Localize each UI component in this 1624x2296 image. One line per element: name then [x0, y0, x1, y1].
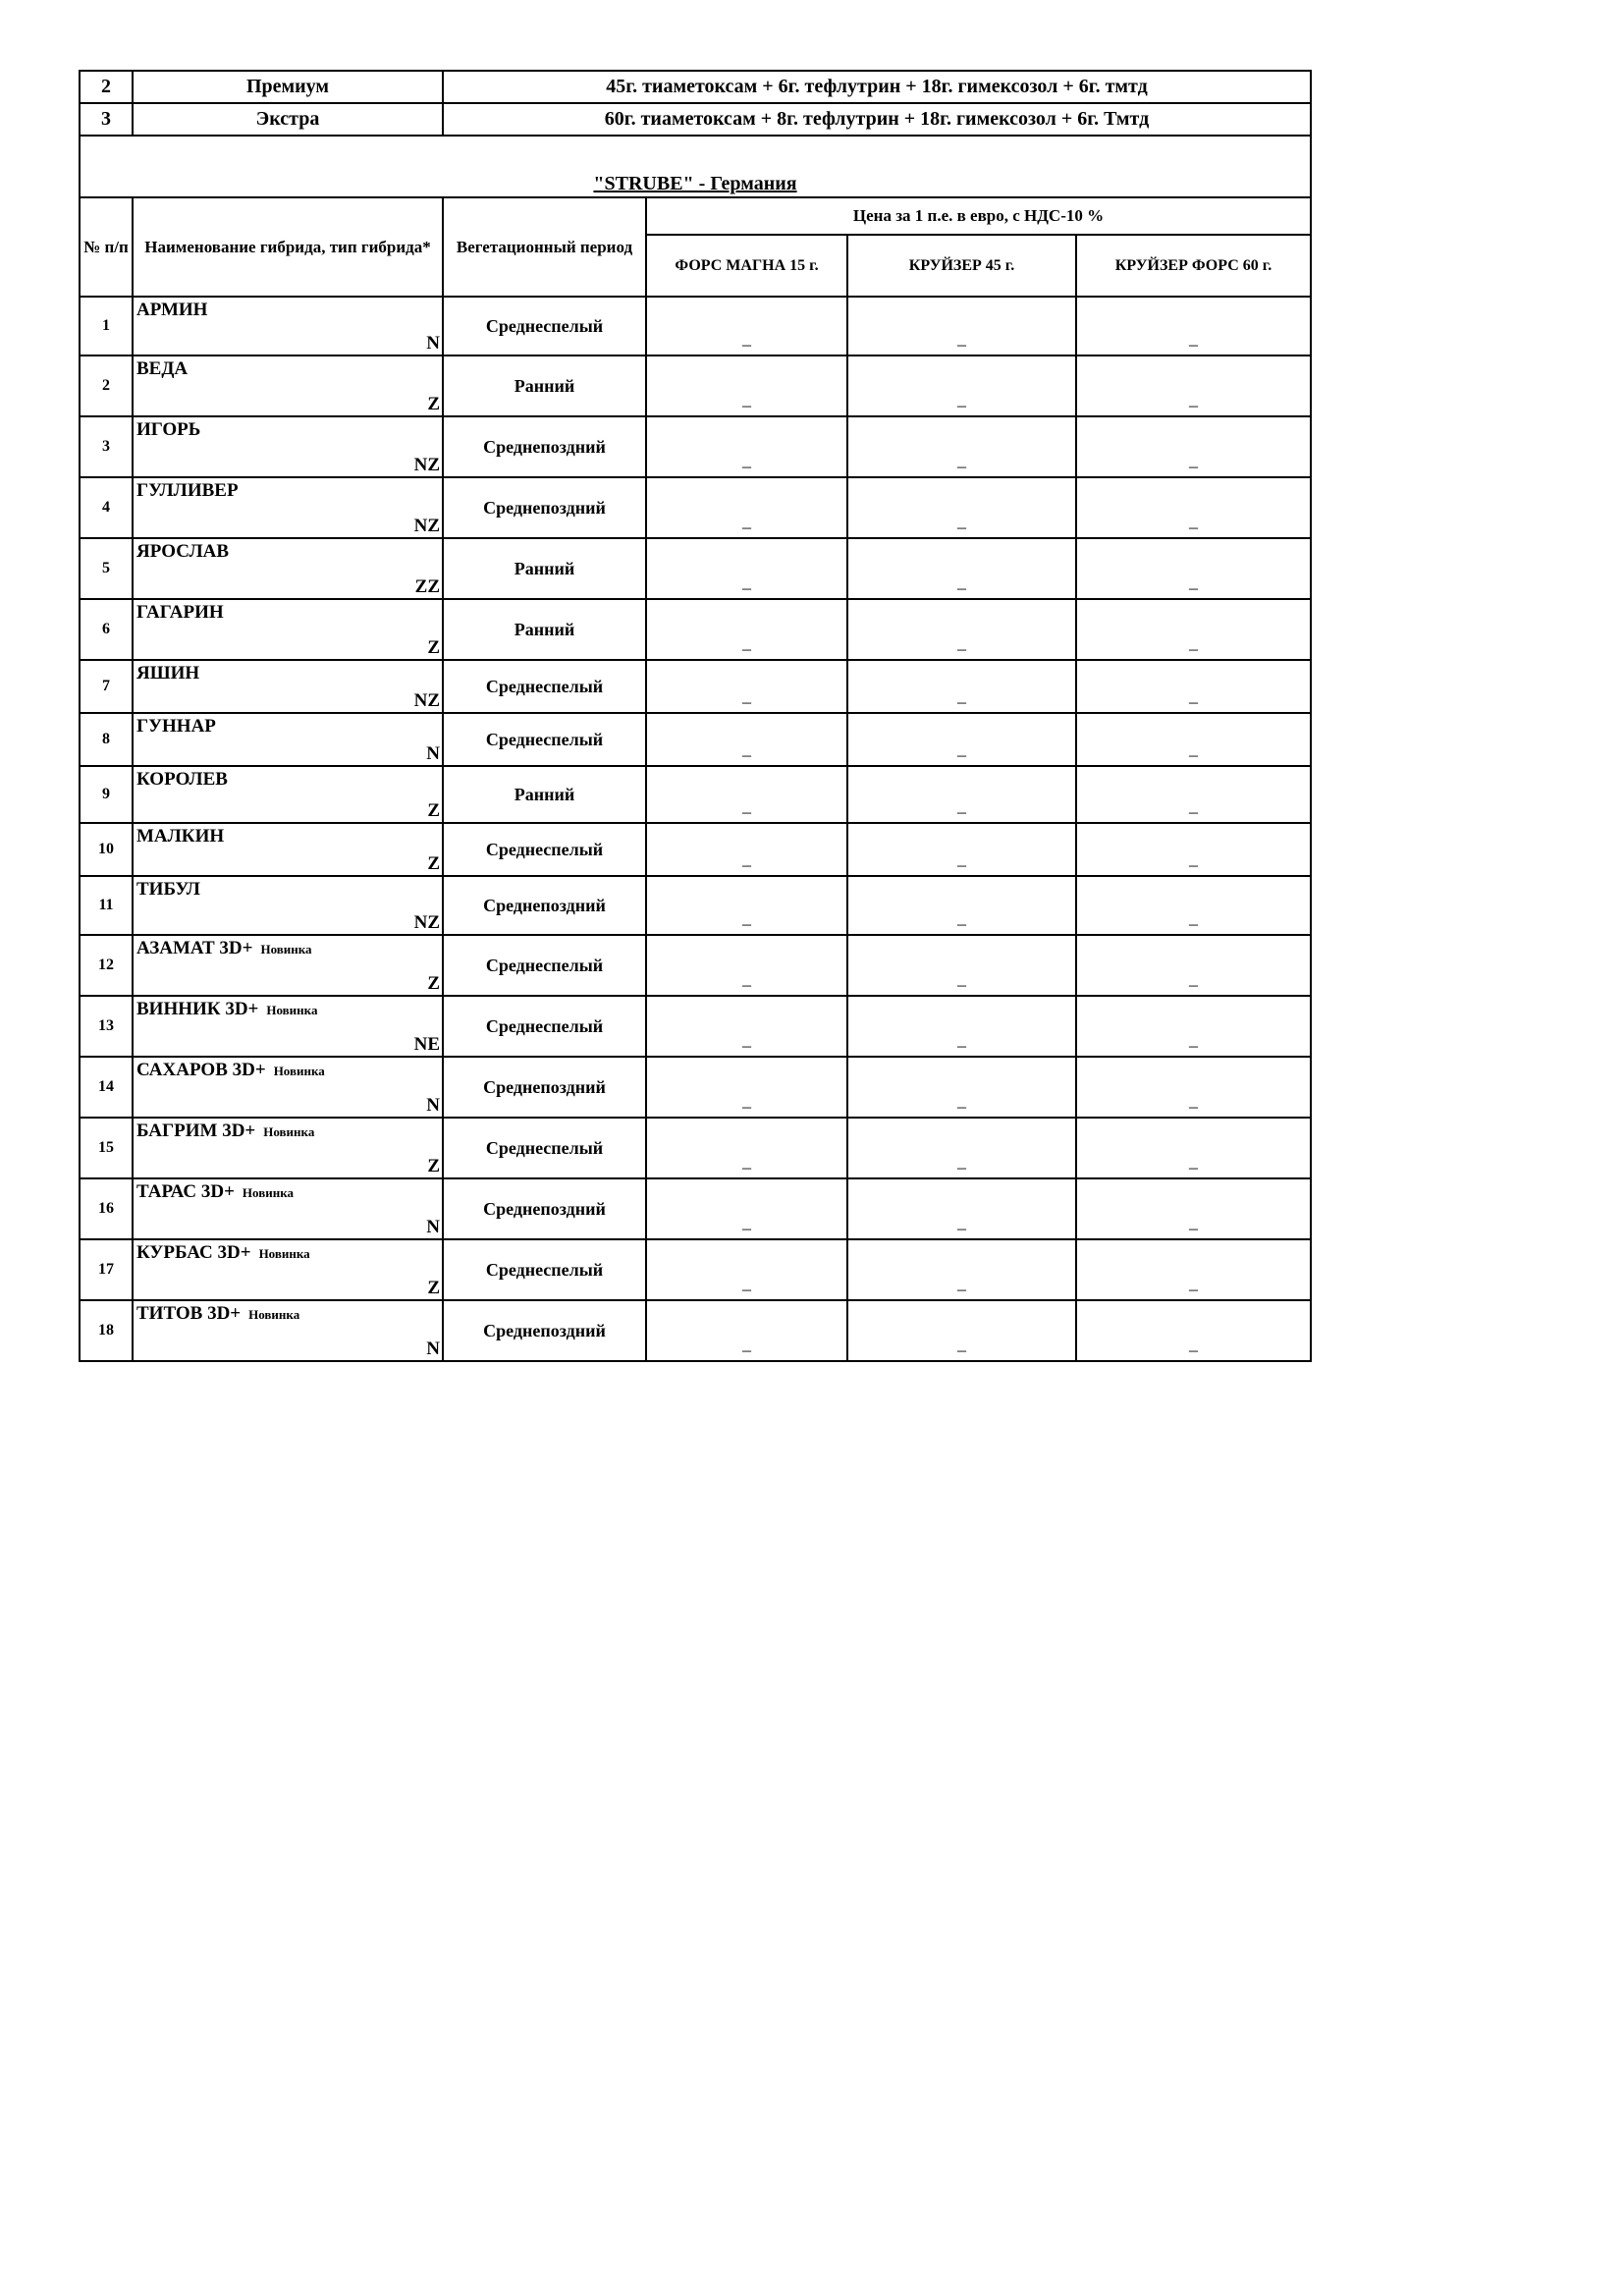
row-num: 6	[80, 599, 133, 660]
hybrid-name-wrap	[134, 661, 442, 712]
new-badge: Новинка	[266, 1003, 318, 1017]
hybrid-name-wrap	[134, 417, 442, 476]
hybrid-name-wrap	[134, 877, 442, 934]
hybrid-name-wrap	[134, 478, 442, 537]
price-forse-magna: _	[646, 1057, 847, 1118]
vegetation-period: Ранний	[443, 766, 646, 823]
treatment-num: 2	[80, 71, 133, 103]
hybrid-name-cell	[133, 416, 443, 477]
hybrid-name	[136, 300, 207, 321]
hybrid-name-cell	[133, 477, 443, 538]
table-row	[80, 766, 1311, 823]
price-cruiser-force-60: _	[1076, 1178, 1311, 1239]
table-row	[80, 823, 1311, 876]
table-row	[80, 1178, 1311, 1239]
hybrid-name-text: ВИННИК 3D+	[136, 999, 259, 1019]
hybrid-name-text: КОРОЛЕВ	[136, 769, 228, 790]
hybrid-name-text: ИГОРЬ	[136, 419, 201, 440]
hybrid-name-text: ЯРОСЛАВ	[136, 541, 230, 562]
vegetation-period: Среднеспелый	[443, 713, 646, 766]
hybrid-name-cell	[133, 713, 443, 766]
table-row	[80, 599, 1311, 660]
hybrid-name-cell	[133, 766, 443, 823]
row-num: 5	[80, 538, 133, 599]
hybrid-name	[136, 769, 228, 791]
hybrid-name	[136, 602, 224, 624]
header-cruiser-45: КРУЙЗЕР 45 г.	[847, 235, 1076, 297]
hybrid-name	[136, 1060, 325, 1081]
price-forse-magna: _	[646, 1118, 847, 1178]
price-cruiser-force-60: _	[1076, 1239, 1311, 1300]
row-num: 4	[80, 477, 133, 538]
hybrid-type: Z	[427, 853, 440, 874]
price-forse-magna: _	[646, 477, 847, 538]
hybrid-name-cell	[133, 1300, 443, 1361]
hybrid-name	[136, 1242, 310, 1264]
hybrid-name	[136, 879, 200, 901]
row-num: 7	[80, 660, 133, 713]
row-num: 13	[80, 996, 133, 1057]
header-forse-magna: ФОРС МАГНА 15 г.	[646, 235, 847, 297]
table-row	[80, 1057, 1311, 1118]
header-num: № п/п	[80, 197, 133, 297]
hybrid-name-text: БАГРИМ 3D+	[136, 1121, 256, 1141]
price-cruiser-force-60: _	[1076, 823, 1311, 876]
table-row	[80, 876, 1311, 935]
header-cruiser-force-60: КРУЙЗЕР ФОРС 60 г.	[1076, 235, 1311, 297]
new-badge: Новинка	[258, 1246, 310, 1261]
price-forse-magna: _	[646, 297, 847, 355]
treatment-name: Экстра	[133, 103, 443, 136]
price-sheet	[79, 70, 1310, 1362]
price-forse-magna: _	[646, 1178, 847, 1239]
price-forse-magna: _	[646, 1239, 847, 1300]
hybrid-type: NZ	[413, 455, 440, 475]
hybrid-name-text: ГАГАРИН	[136, 602, 224, 623]
hybrid-name-cell	[133, 1178, 443, 1239]
vegetation-period: Среднепоздний	[443, 416, 646, 477]
hybrid-name	[136, 419, 200, 441]
hybrid-name-wrap	[134, 600, 442, 659]
price-cruiser-force-60: _	[1076, 766, 1311, 823]
hybrid-name-wrap	[134, 1119, 442, 1177]
table-row	[80, 1118, 1311, 1178]
price-cruiser-force-60: _	[1076, 713, 1311, 766]
row-num: 2	[80, 355, 133, 416]
hybrid-type: Z	[427, 800, 440, 821]
price-cruiser-45: _	[847, 538, 1076, 599]
price-cruiser-45: _	[847, 935, 1076, 996]
hybrid-name-text: АЗАМАТ 3D+	[136, 938, 253, 958]
hybrid-name-cell	[133, 1239, 443, 1300]
hybrid-type: N	[426, 333, 440, 354]
hybrid-type: NE	[413, 1034, 440, 1055]
row-num: 3	[80, 416, 133, 477]
hybrid-name-text: МАЛКИН	[136, 826, 225, 847]
price-forse-magna: _	[646, 876, 847, 935]
price-forse-magna: _	[646, 935, 847, 996]
hybrid-type: N	[426, 1339, 440, 1359]
hybrid-name	[136, 999, 317, 1020]
vegetation-period: Ранний	[443, 599, 646, 660]
table-row	[80, 416, 1311, 477]
price-cruiser-45: _	[847, 599, 1076, 660]
price-cruiser-45: _	[847, 1057, 1076, 1118]
price-forse-magna: _	[646, 1300, 847, 1361]
hybrid-name-text: ТИТОВ 3D+	[136, 1303, 242, 1324]
vegetation-period: Среднепоздний	[443, 1178, 646, 1239]
price-forse-magna: _	[646, 823, 847, 876]
price-cruiser-force-60: _	[1076, 996, 1311, 1057]
hybrid-name-wrap	[134, 1301, 442, 1360]
price-cruiser-45: _	[847, 1239, 1076, 1300]
row-num: 18	[80, 1300, 133, 1361]
hybrid-name-text: ЯШИН	[136, 663, 200, 683]
hybrid-type: NZ	[413, 516, 440, 536]
price-cruiser-force-60: _	[1076, 538, 1311, 599]
hybrid-type: NZ	[413, 690, 440, 711]
section-title: "STRUBE" - Германия	[593, 173, 797, 194]
hybrid-name-cell	[133, 876, 443, 935]
header-name: Наименование гибрида, тип гибрида*	[133, 197, 443, 297]
price-cruiser-force-60: _	[1076, 297, 1311, 355]
hybrid-name-wrap	[134, 1058, 442, 1117]
hybrid-type: Z	[427, 1278, 440, 1298]
price-cruiser-45: _	[847, 823, 1076, 876]
treatment-row	[80, 103, 1311, 136]
new-badge: Новинка	[263, 1124, 315, 1139]
hybrid-name-wrap	[134, 936, 442, 995]
new-badge: Новинка	[273, 1064, 325, 1078]
hybrid-type: N	[426, 1095, 440, 1116]
row-num: 15	[80, 1118, 133, 1178]
hybrid-name-wrap	[134, 1179, 442, 1238]
hybrid-name-text: САХАРОВ 3D+	[136, 1060, 266, 1080]
hybrid-name	[136, 480, 239, 502]
price-cruiser-force-60: _	[1076, 355, 1311, 416]
price-cruiser-45: _	[847, 766, 1076, 823]
price-cruiser-45: _	[847, 713, 1076, 766]
vegetation-period: Среднепоздний	[443, 1300, 646, 1361]
hybrid-name-cell	[133, 935, 443, 996]
hybrid-name-text: ГУЛЛИВЕР	[136, 480, 239, 501]
vegetation-period: Ранний	[443, 538, 646, 599]
price-cruiser-45: _	[847, 996, 1076, 1057]
header-price: Цена за 1 п.е. в евро, с НДС-10 %	[646, 197, 1311, 235]
hybrid-name-cell	[133, 1118, 443, 1178]
vegetation-period: Среднепоздний	[443, 477, 646, 538]
price-forse-magna: _	[646, 538, 847, 599]
new-badge: Новинка	[260, 942, 312, 957]
hybrid-name	[136, 1303, 299, 1325]
hybrid-type: N	[426, 1217, 440, 1237]
vegetation-period: Среднеспелый	[443, 297, 646, 355]
price-forse-magna: _	[646, 416, 847, 477]
price-forse-magna: _	[646, 766, 847, 823]
hybrid-name	[136, 1181, 294, 1203]
hybrid-name-cell	[133, 660, 443, 713]
hybrid-type: ZZ	[414, 576, 440, 597]
table-row	[80, 477, 1311, 538]
treatment-formula: 60г. тиаметоксам + 8г. тефлутрин + 18г. гимексозол + 6г. Тмтд	[443, 103, 1311, 136]
section-title-cell	[80, 136, 1311, 197]
hybrid-name-cell	[133, 355, 443, 416]
vegetation-period: Среднепоздний	[443, 1057, 646, 1118]
hybrid-name-text: ТИБУЛ	[136, 879, 200, 900]
table-row	[80, 935, 1311, 996]
hybrid-name-text: ВЕДА	[136, 358, 189, 379]
price-forse-magna: _	[646, 355, 847, 416]
price-cruiser-force-60: _	[1076, 599, 1311, 660]
row-num: 17	[80, 1239, 133, 1300]
price-cruiser-45: _	[847, 477, 1076, 538]
table-row	[80, 1239, 1311, 1300]
price-cruiser-force-60: _	[1076, 477, 1311, 538]
price-forse-magna: _	[646, 996, 847, 1057]
row-num: 11	[80, 876, 133, 935]
row-num: 1	[80, 297, 133, 355]
table-row	[80, 1300, 1311, 1361]
hybrid-name-wrap	[134, 997, 442, 1056]
hybrid-name-wrap	[134, 539, 442, 598]
row-num: 8	[80, 713, 133, 766]
hybrid-name	[136, 358, 188, 380]
row-num: 14	[80, 1057, 133, 1118]
vegetation-period: Среднеспелый	[443, 996, 646, 1057]
row-num: 16	[80, 1178, 133, 1239]
row-num: 12	[80, 935, 133, 996]
hybrid-name-cell	[133, 996, 443, 1057]
price-cruiser-force-60: _	[1076, 1118, 1311, 1178]
treatment-name: Премиум	[133, 71, 443, 103]
hybrid-name-cell	[133, 599, 443, 660]
price-forse-magna: _	[646, 599, 847, 660]
hybrid-name-wrap	[134, 298, 442, 355]
hybrid-type: N	[426, 743, 440, 764]
hybrid-name-cell	[133, 1057, 443, 1118]
price-cruiser-45: _	[847, 416, 1076, 477]
price-forse-magna: _	[646, 660, 847, 713]
price-cruiser-force-60: _	[1076, 660, 1311, 713]
hybrid-name-cell	[133, 297, 443, 355]
table-row	[80, 355, 1311, 416]
hybrid-type: Z	[427, 1156, 440, 1176]
vegetation-period: Среднеспелый	[443, 1239, 646, 1300]
hybrid-name	[136, 541, 229, 563]
hybrid-name-text: КУРБАС 3D+	[136, 1242, 251, 1263]
hybrid-name	[136, 663, 199, 684]
hybrid-name-text: ГУННАР	[136, 716, 216, 737]
treatment-formula: 45г. тиаметоксам + 6г. тефлутрин + 18г. гимексозол + 6г. тмтд	[443, 71, 1311, 103]
price-cruiser-45: _	[847, 1118, 1076, 1178]
vegetation-period: Среднеспелый	[443, 660, 646, 713]
hybrid-name-text: ТАРАС 3D+	[136, 1181, 235, 1202]
price-cruiser-45: _	[847, 876, 1076, 935]
row-num: 9	[80, 766, 133, 823]
hybrid-type: Z	[427, 637, 440, 658]
price-cruiser-45: _	[847, 1178, 1076, 1239]
price-cruiser-45: _	[847, 660, 1076, 713]
price-cruiser-force-60: _	[1076, 416, 1311, 477]
hybrid-name-wrap	[134, 356, 442, 415]
hybrid-name	[136, 1121, 314, 1142]
hybrid-name	[136, 938, 312, 959]
row-num: 10	[80, 823, 133, 876]
vegetation-period: Ранний	[443, 355, 646, 416]
price-cruiser-force-60: _	[1076, 1300, 1311, 1361]
hybrid-name	[136, 716, 216, 738]
hybrid-price-table	[79, 135, 1312, 1362]
table-row	[80, 538, 1311, 599]
table-row	[80, 297, 1311, 355]
table-row	[80, 713, 1311, 766]
price-cruiser-force-60: _	[1076, 876, 1311, 935]
hybrid-name-wrap	[134, 714, 442, 765]
vegetation-period: Среднеспелый	[443, 823, 646, 876]
price-cruiser-force-60: _	[1076, 1057, 1311, 1118]
price-cruiser-45: _	[847, 355, 1076, 416]
header-period: Вегетационный период	[443, 197, 646, 297]
treatment-num: 3	[80, 103, 133, 136]
vegetation-period: Среднепоздний	[443, 876, 646, 935]
treatment-row	[80, 71, 1311, 103]
price-cruiser-45: _	[847, 1300, 1076, 1361]
hybrid-type: NZ	[413, 912, 440, 933]
treatment-table	[79, 70, 1312, 137]
hybrid-name	[136, 826, 224, 847]
price-forse-magna: _	[646, 713, 847, 766]
new-badge: Новинка	[242, 1185, 295, 1200]
hybrid-name-wrap	[134, 824, 442, 875]
new-badge: Новинка	[248, 1307, 300, 1322]
vegetation-period: Среднеспелый	[443, 1118, 646, 1178]
hybrid-name-wrap	[134, 767, 442, 822]
price-cruiser-force-60: _	[1076, 935, 1311, 996]
hybrid-name-text: АРМИН	[136, 300, 208, 320]
hybrid-name-wrap	[134, 1240, 442, 1299]
hybrid-type: Z	[427, 394, 440, 414]
price-cruiser-45: _	[847, 297, 1076, 355]
table-row	[80, 996, 1311, 1057]
hybrid-name-cell	[133, 538, 443, 599]
hybrid-type: Z	[427, 973, 440, 994]
table-row	[80, 660, 1311, 713]
hybrid-name-cell	[133, 823, 443, 876]
vegetation-period: Среднеспелый	[443, 935, 646, 996]
